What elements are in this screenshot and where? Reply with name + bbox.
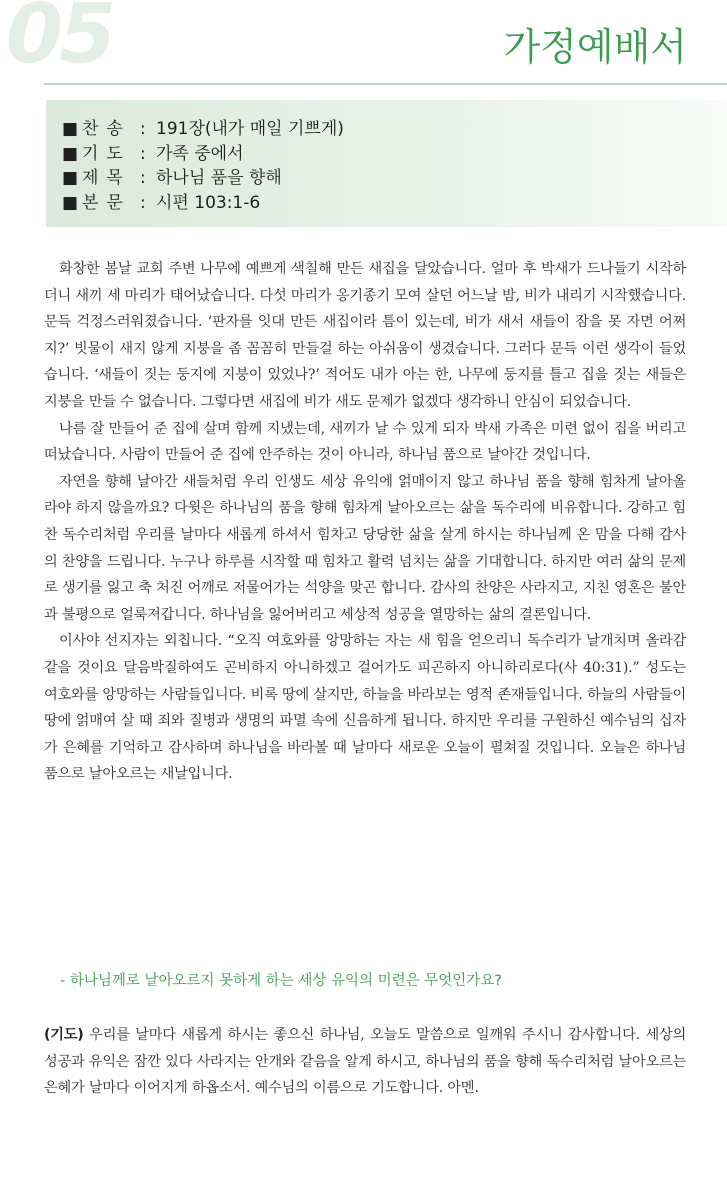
- info-colon: :: [140, 192, 146, 213]
- prayer-label: (기도): [44, 1027, 84, 1043]
- square-bullet-icon: ■: [62, 143, 79, 164]
- info-colon: :: [140, 143, 146, 164]
- info-row-hymn: [62, 117, 344, 142]
- info-row-subject: [62, 166, 344, 191]
- info-value: 시편 103:1-6: [156, 192, 261, 213]
- square-bullet-icon: ■: [62, 168, 79, 188]
- info-colon: :: [140, 119, 146, 139]
- info-row-scripture: [62, 191, 344, 216]
- info-value: 191장(내가 매일 기쁘게): [156, 119, 344, 139]
- body-paragraph: 이사야 선지자는 외칩니다. “오직 여호와를 앙망하는 자는 새 힘을 얻으리니 독수리가 날개치며 올라감 같을 것이요 달음박질하여도 곤비하지 아니하겠고 걸어가도 피곤하지 아니하리로다(사 40:31).” 성도는 여호와를 앙망하는 사람들입니다. 비록 땅에 살지만, 하늘을 바라보는 영적 존재들입니다. 하늘의 사람들이 땅에 얽매여 살 때 죄와 질병과 생명의 파멸 속에 신음하게 됩니다. 하지만 우리를 구원하신 예수님의 십자가 은혜를 기억하고 감사하며 하나님을 바라볼 때 날마다 새로운 오늘이 펼쳐질 것입니다. 오늘은 하나님 품으로 날아오르는 새날입니다.: [44, 633, 686, 783]
- info-list: [62, 117, 344, 215]
- sermon-body: [44, 256, 686, 788]
- body-paragraph: 화창한 봄날 교회 주변 나무에 예쁘게 색칠해 만든 새집을 달았습니다. 얼마 후 박새가 드나들기 시작하더니 새끼 세 마리가 태어났습니다. 다섯 마리가 옹기종기 모여 살던 어느날 밤, 비가 내리기 시작했습니다. 문득 걱정스러워졌습니다. ‘판자를 잇대 만든 새집이라 틈이 있는데, 비가 새서 새들이 잠을 못 자면 어쩌지?’ 빗물이 새지 않게 지붕을 좀 꼼꼼히 만들걸 하는 아쉬움이 생겼습니다. 그러다 문득 이런 생각이 들었습니다. ‘새들이 짓는 둥지에 지붕이 있었나?’ 적어도 내가 아는 한, 나무에 둥지를 틀고 집을 짓는 새들은 지붕을 만들 수 없습니다. 그렇다면 새집에 비가 새도 문제가 없겠다 생각하니 안심이 되었습니다.: [44, 261, 686, 410]
- square-bullet-icon: ■: [62, 119, 79, 139]
- square-bullet-icon: ■: [62, 192, 79, 213]
- info-label: 기도: [82, 143, 131, 164]
- info-colon: :: [140, 168, 146, 188]
- header-divider: [44, 83, 727, 85]
- info-label: 찬송: [82, 119, 131, 139]
- info-value: 하나님 품을 향해: [156, 168, 282, 188]
- info-value: 가족 중에서: [156, 143, 244, 164]
- closing-prayer: [44, 1022, 686, 1102]
- page-title: 가정예배서: [503, 25, 687, 69]
- info-label: 제목: [82, 168, 131, 188]
- chapter-number: 05: [6, 0, 113, 82]
- info-row-prayer: [62, 142, 344, 167]
- reflection-question: - 하나님께로 날아오르지 못하게 하는 세상 유익의 미련은 무엇인가요?: [60, 973, 502, 989]
- body-paragraph: 자연을 향해 날아간 새들처럼 우리 인생도 세상 유익에 얽매이지 않고 하나님 품을 향해 힘차게 날아올라야 하지 않을까요? 다윗은 하나님의 품을 향해 힘차게 날아오르는 삶을 독수리에 비유합니다. 강하고 힘찬 독수리처럼 우리를 날마다 새롭게 하셔서 힘차고 당당한 삶을 살게 하시는 하나님께 온 맘을 다해 감사의 찬양을 드립니다. 누구나 하루를 시작할 때 힘차고 활력 넘치는 삶을 기대합니다. 하지만 여러 삶의 문제로 생기를 잃고 축 처진 어깨로 저물어가는 석양을 맞곤 합니다. 감사의 찬양은 사라지고, 지친 영혼은 불안과 불평으로 얼룩져갑니다. 하나님을 잃어버리고 세상적 성공을 열망하는 삶의 결론입니다.: [44, 473, 686, 623]
- info-label: 본문: [82, 192, 131, 213]
- prayer-text: 우리를 날마다 새롭게 하시는 좋으신 하나님, 오늘도 말씀으로 일깨워 주시니 감사합니다. 세상의 성공과 유익은 잠깐 있다 사라지는 안개와 같음을 알게 하시고, 하나님의 품을 향해 독수리처럼 날아오르는 은혜가 날마다 이어지게 하옵소서. 예수님의 이름으로 기도합니다. 아멘.: [44, 1027, 686, 1097]
- body-paragraph: 나름 잘 만들어 준 집에 살며 함께 지냈는데, 새끼가 날 수 있게 되자 박새 가족은 미련 없이 집을 버리고 떠났습니다. 사람이 만들어 준 집에 안주하는 것이 아니라, 하나님 품으로 날아간 것입니다.: [44, 420, 686, 464]
